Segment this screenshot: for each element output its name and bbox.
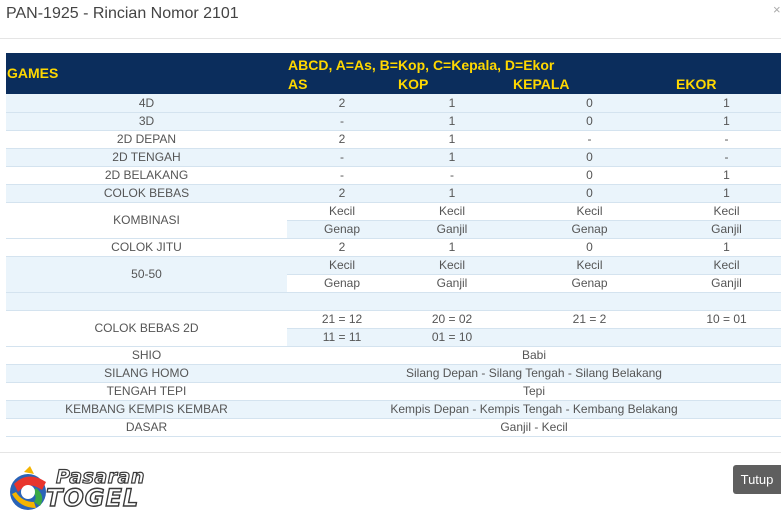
cell-value: Genap: [507, 274, 672, 292]
cell-value: -: [287, 148, 397, 166]
games-header: GAMES: [6, 53, 287, 94]
table-row: [6, 418, 781, 436]
cell-value: 1: [672, 184, 781, 202]
cell-value: 0: [507, 112, 672, 130]
table-row: [6, 166, 781, 184]
cell-value: Genap: [287, 274, 397, 292]
cell-value: -: [507, 130, 672, 148]
row-label: SHIO: [6, 346, 287, 364]
row-label: 4D: [6, 94, 287, 112]
cell-value: Silang Depan - Silang Tengah - Silang Belakang: [287, 364, 781, 382]
cell-value: [672, 328, 781, 346]
cell-value: 1: [397, 184, 507, 202]
cell-value: Kecil: [507, 256, 672, 274]
result-table: [6, 53, 781, 437]
cell-value: 11 = 11: [287, 328, 397, 346]
row-label: 50-50: [6, 256, 287, 292]
table-row: [6, 238, 781, 256]
cell-value: 21 = 12: [287, 310, 397, 328]
cell-value: [507, 328, 672, 346]
cell-value: Kempis Depan - Kempis Tengah - Kembang Belakang: [287, 400, 781, 418]
table-row: [6, 148, 781, 166]
table-row: [6, 112, 781, 130]
cell-value: -: [672, 130, 781, 148]
cell-value: Babi: [287, 346, 781, 364]
logo-text-togel: TOGEL: [46, 484, 140, 512]
row-label: COLOK BEBAS: [6, 184, 287, 202]
cell-value: Kecil: [672, 256, 781, 274]
cell-value: 01 = 10: [397, 328, 507, 346]
close-icon[interactable]: ×: [773, 2, 781, 17]
table-row: [6, 202, 781, 220]
cell-value: 0: [507, 184, 672, 202]
cell-value: Tepi: [287, 382, 781, 400]
column-header-as: AS: [287, 74, 397, 94]
cell-value: Kecil: [672, 202, 781, 220]
row-label: COLOK BEBAS 2D: [6, 310, 287, 346]
table-row: [6, 184, 781, 202]
cell-value: 2: [287, 94, 397, 112]
cell-value: 1: [397, 148, 507, 166]
pasaran-togel-logo: [6, 462, 156, 514]
cell-value: 2: [287, 184, 397, 202]
cell-value: -: [672, 148, 781, 166]
row-label: KOMBINASI: [6, 202, 287, 238]
cell-value: Ganjil: [672, 220, 781, 238]
cell-value: 0: [507, 94, 672, 112]
cell-value: 1: [397, 130, 507, 148]
cell-value: Kecil: [397, 202, 507, 220]
cell-value: 0: [507, 238, 672, 256]
table-row: [6, 364, 781, 382]
cell-value: 20 = 02: [397, 310, 507, 328]
logo-text-pasaran: Pasaran: [56, 466, 145, 488]
cell-value: Ganjil: [672, 274, 781, 292]
cell-value: 2: [287, 130, 397, 148]
title-divider: [0, 38, 781, 39]
row-label: SILANG HOMO: [6, 364, 287, 382]
spacer-row: [6, 292, 781, 310]
row-label: KEMBANG KEMPIS KEMBAR: [6, 400, 287, 418]
cell-value: Genap: [287, 220, 397, 238]
cell-value: -: [397, 166, 507, 184]
cell-value: Kecil: [287, 202, 397, 220]
row-label: 2D BELAKANG: [6, 166, 287, 184]
cell-value: 21 = 2: [507, 310, 672, 328]
cell-value: Genap: [507, 220, 672, 238]
row-label: 2D DEPAN: [6, 130, 287, 148]
column-header-ekor: EKOR: [672, 74, 781, 94]
row-label: 2D TENGAH: [6, 148, 287, 166]
table-row: [6, 400, 781, 418]
column-header-kop: KOP: [397, 74, 507, 94]
cell-value: -: [287, 166, 397, 184]
table-row: [6, 94, 781, 112]
cell-value: Ganjil: [397, 274, 507, 292]
cell-value: 1: [397, 112, 507, 130]
cell-value: 1: [672, 112, 781, 130]
cell-value: 1: [672, 94, 781, 112]
cell-value: Kecil: [507, 202, 672, 220]
cell-value: Ganjil: [397, 220, 507, 238]
cell-value: 2: [287, 238, 397, 256]
table-row: [6, 346, 781, 364]
row-label: TENGAH TEPI: [6, 382, 287, 400]
row-label: DASAR: [6, 418, 287, 436]
modal-title: PAN-1925 - Rincian Nomor 2101: [6, 5, 239, 22]
cell-value: 1: [397, 238, 507, 256]
table-row: [6, 256, 781, 274]
cell-value: 1: [672, 166, 781, 184]
cell-value: 1: [672, 238, 781, 256]
close-button[interactable]: Tutup: [733, 465, 781, 494]
cell-value: Ganjil - Kecil: [287, 418, 781, 436]
table-row: [6, 310, 781, 328]
cell-value: 0: [507, 148, 672, 166]
cell-value: Kecil: [287, 256, 397, 274]
cell-value: 10 = 01: [672, 310, 781, 328]
row-label: COLOK JITU: [6, 238, 287, 256]
table-row: [6, 130, 781, 148]
cell-value: 1: [397, 94, 507, 112]
footer-divider: [0, 452, 781, 453]
row-label: 3D: [6, 112, 287, 130]
table-row: [6, 382, 781, 400]
cell-value: -: [287, 112, 397, 130]
column-header-kepala: KEPALA: [507, 74, 672, 94]
cell-value: 0: [507, 166, 672, 184]
cell-value: Kecil: [397, 256, 507, 274]
legend-header: ABCD, A=As, B=Kop, C=Kepala, D=Ekor: [287, 53, 781, 74]
